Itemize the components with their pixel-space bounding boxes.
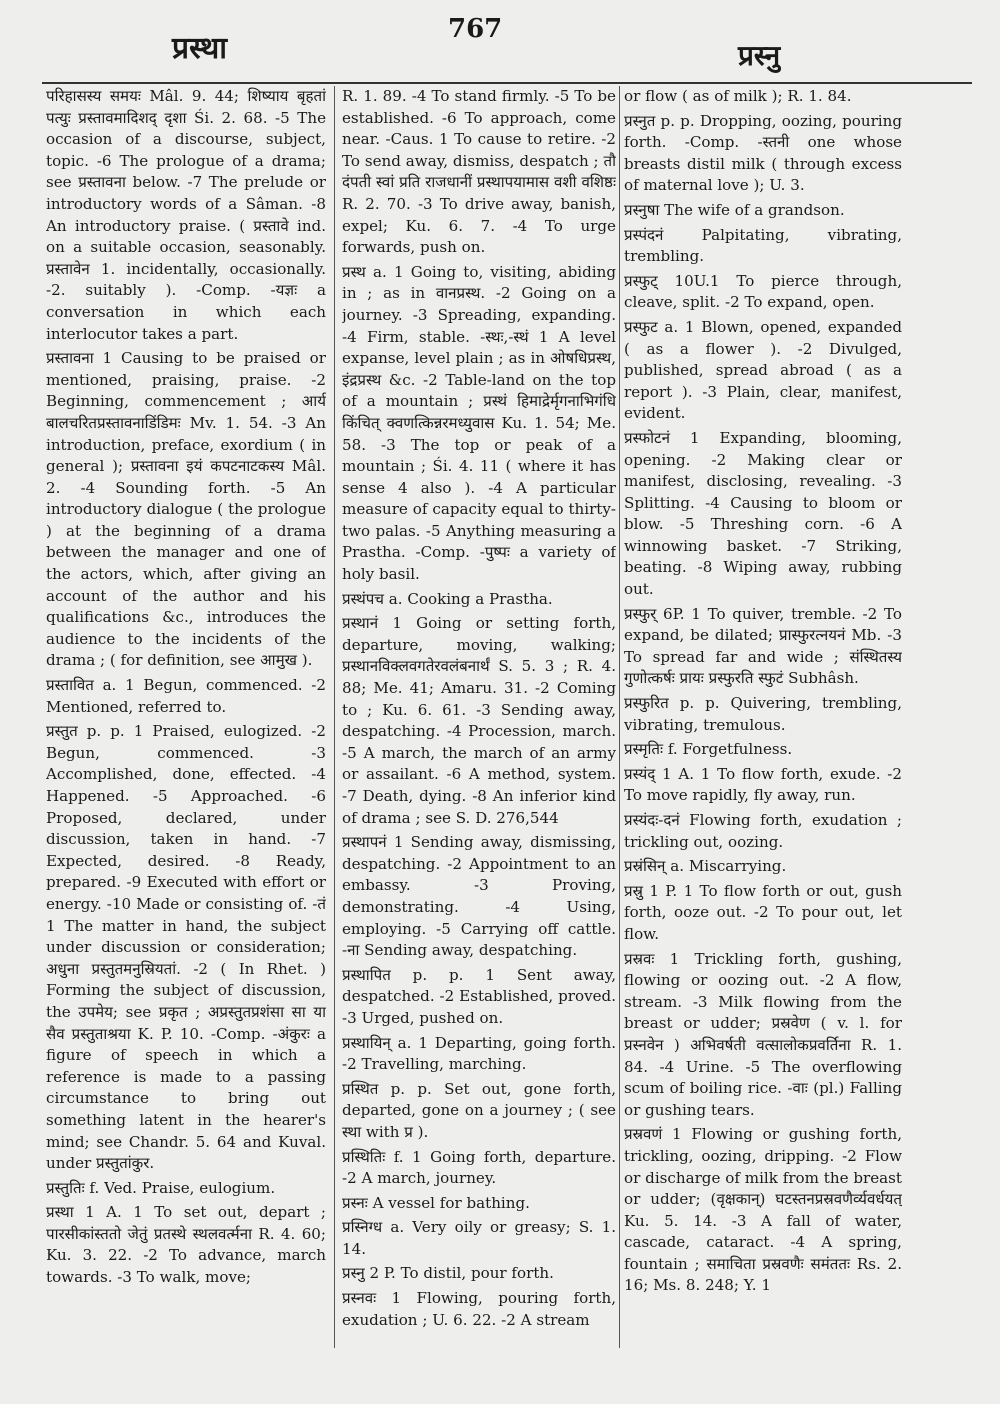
entry-text: प्रस्थंपच a. Cooking a Prastha.	[342, 589, 553, 608]
entry-text: प्रस्था 1 A. 1 To set out, depart ; पारसीकांस्ततो जेतुं प्रतस्थे स्थलवर्त्मना R. 4. 60; Ku. 3. 22. -2 To advance, march towards. -3 To walk, move;	[46, 1203, 326, 1287]
entry-text: प्रस्रवणं 1 Flowing or gushing forth, trickling, oozing, dripping. -2 Flow or discharge of milk from the breast or udder; (वृक्षकान्) घटस्तनप्रस्रवणैर्व्यवर्धयत् Ku. 5. 14. -3 A fall of water, cascade, cataract. -4 A spring, fountain ; समाचिता प्रस्रवणैः समंततः Rs. 2. 16; Ms. 8. 248; Y. 1	[624, 1125, 902, 1295]
column-2	[342, 86, 616, 1354]
entry-text: प्रस्तुत p. p. 1 Praised, eulogized. -2 Begun, commenced. -3 Accomplished, done, effected. -4 Happened. -5 Approached. -6 Proposed, declared, under discussion, taken in hand. -7 Expected, desired. -8 Ready, prepared. -9 Executed with effort or energy. -10 Made or consisting of. -तं 1 The matter in hand, the subject under discussion or consideration; अधुना प्रस्तुतमनुस्रियतां. -2 ( In Rhet. ) Forming the subject of discussion, the उपमेय; see प्रकृत ; अप्रस्तुतप्रशंसा सा या सैव प्रस्तुताश्रया K. P. 10. -Comp. -अंकुरः a figure of speech in which a reference is made to a passing circumstance to bring out something latent in the hearer's mind; see Chandr. 5. 64 and Kuval. under प्रस्तुतांकुर.	[46, 722, 326, 1173]
entry-text: प्रस्थानं 1 Going or setting forth, departure, moving, walking; प्रस्थानविक्लवगतेरवलंबनार्थं S. 5. 3 ; R. 4. 88; Me. 41; Amaru. 31. -2 Coming to ; Ku. 6. 61. -3 Sending away, despatching. -4 Procession, march. -5 A march, the march of an army or assailant. -6 A method, system. -7 Death, dying. -8 An inferior kind of drama ; see S. D. 276,544	[342, 614, 616, 827]
column-divider	[619, 86, 620, 1348]
column-1	[46, 86, 326, 1354]
right-running-headword: प्रस्नु	[738, 39, 781, 72]
entry-text: परिहासस्य समयः Mâl. 9. 44; शिष्याय बृहतां पत्युः प्रस्तावमादिशद् दृशा Śi. 2. 68. -5 The occasion of a discourse, subject, topic. -6 The prologue of a drama; see प्रस्तावना below. -7 The prelude or introductory words of a Sâman. -8 An introductory praise. ( प्रस्तावे ind. on a suitable occasion, seasonably. प्रस्तावेन 1. incidentally, occasionally. -2. suitably ). -Comp. -यज्ञः a conversation in which each interlocutor takes a part.	[46, 87, 326, 343]
entry-text: प्रस्यंदः-दनं Flowing forth, exudation ; trickling out, oozing.	[624, 811, 902, 851]
column-3	[624, 86, 902, 1354]
entry-text: प्रस्थायिन् a. 1 Departing, going forth. -2 Travelling, marching.	[342, 1033, 616, 1074]
entry-text: प्रस्तावित a. 1 Begun, commenced. -2 Mentioned, referred to.	[46, 676, 326, 716]
entry-text: प्रस्थित p. p. Set out, gone forth, departed, gone on a journey ; ( see स्था with प्र ).	[342, 1079, 616, 1141]
entry-text: प्रस्तुतिः f. Ved. Praise, eulogium.	[46, 1178, 276, 1197]
entry-text: प्रस्फुट a. 1 Blown, opened, expanded ( as a flower ). -2 Divulged, published, spread abroad ( as a report ). -3 Plain, clear, manifest, evident.	[624, 317, 902, 423]
entry-text: प्रस्थापित p. p. 1 Sent away, despatched. -2 Established, proved. -3 Urged, pushed on.	[342, 965, 616, 1027]
entry-text: प्रस्थापनं 1 Sending away, dismissing, despatching. -2 Appointment to an embassy. -3 Proving, demonstrating. -4 Using, employing. -5 Carrying off cattle. -ना Sending away, despatching.	[342, 833, 616, 960]
entry-text: or flow ( as of milk ); R. 1. 84.	[624, 87, 852, 105]
entry-text: प्रस्रवः 1 Trickling forth, gushing, flowing or oozing out. -2 A flow, stream. -3 Milk flowing from the breast or udder; प्रस्रवेण ( v. l. for प्रस्नवेन ) अभिवर्षती वत्सालोकप्रवर्तिना R. 1. 84. -4 Urine. -5 The overflowing scum of boiling rice. -वाः (pl.) Falling or gushing tears.	[624, 949, 902, 1119]
entry-text: प्रस्थ a. 1 Going to, visiting, abiding in ; as in वानप्रस्थ. -2 Going on a journey. -3 Spreading, expanding. -4 Firm, stable. -स्थः,-स्थं 1 A level expanse, level plain ; as in ओषधिप्रस्थ, इंद्रप्रस्थ &c. -2 Table-land on the top of a mountain ; प्रस्थं हिमाद्रेर्मृगनाभिगंधि किंचित् क्वणत्किन्नरमध्युवास Ku. 1. 54; Me. 58. -3 The top or peak of a mountain ; Śi. 4. 11 ( where it has sense 4 also ). -4 A particular measure of capacity equal to thirty-two palas. -5 Anything measuring a Prastha. -Comp. -पुष्पः a variety of holy basil.	[342, 262, 616, 584]
column-divider	[334, 86, 335, 1348]
entry-text: प्रस्यंद् 1 A. 1 To flow forth, exude. -2 To move rapidly, fly away, run.	[624, 764, 902, 805]
entry-text: प्रस्तावना 1 Causing to be praised or mentioned, praising, praise. -2 Beginning, commencement ; आर्य बालचरितप्रस्तावनाडिंडिमः Mv. 1. 54. -3 An introduction, preface, exordium ( in general ); प्रस्तावना इयं कपटनाटकस्य Mâl. 2. -4 Sounding forth. -5 An introductory dialogue ( the prologue ) at the beginning of a drama between the manager and one of the actors, which, after giving an account of the author and his qualifications &c., introduces the audience to the incidents of the drama ; ( for definition, see आमुख ).	[46, 349, 326, 670]
left-running-headword: प्रस्था	[172, 31, 228, 66]
entry-text: प्रस्नुषा The wife of a grandson.	[624, 200, 845, 219]
entry-text: प्रस्फुट् 10U.1 To pierce through, cleave, split. -2 To expand, open.	[624, 271, 902, 312]
entry-text: प्रस्नवः 1 Flowing, pouring forth, exudation ; U. 6. 22. -2 A stream	[342, 1289, 616, 1329]
entry-text: प्रस्फोटनं 1 Expanding, blooming, opening. -2 Making clear or manifest, disclosing, revealing. -3 Splitting. -4 Causing to bloom or blow. -5 Threshing corn. -6 A winnowing basket. -7 Striking, beating. -8 Wiping away, rubbing out.	[624, 428, 902, 599]
page-number: 767	[448, 14, 503, 44]
entry-text: प्रस्फुर् 6P. 1 To quiver, tremble. -2 To expand, be dilated; प्रास्फुरत्नयनं Mb. -3 To spread far and wide ; संस्थितस्य गुणोत्कर्षः प्रायः प्रस्फुरति स्फुटं Subhâsh.	[624, 604, 902, 688]
entry-text: प्रस्फुरित p. p. Quivering, trembling, vibrating, tremulous.	[624, 694, 902, 734]
entry-text: प्रस्निग्ध a. Very oily or greasy; S. 1. 14.	[342, 1218, 616, 1258]
entry-text: प्रस्मृतिः f. Forgetfulness.	[624, 740, 793, 759]
entry-text: प्रस्थितिः f. 1 Going forth, departure. -2 A march, journey.	[342, 1147, 616, 1188]
header-rule	[42, 82, 972, 84]
entry-text: प्रस्रु 1 P. 1 To flow forth or out, gush forth, ooze out. -2 To pour out, let flow.	[624, 881, 902, 943]
entry-text: प्रस्नः A vessel for bathing.	[342, 1193, 530, 1212]
entry-text: प्रस्रंसिन् a. Miscarrying.	[624, 857, 787, 876]
entry-text: R. 1. 89. -4 To stand firmly. -5 To be established. -6 To approach, come near. -Caus. 1 To cause to retire. -2 To send away, dismiss, despatch ; तौ दंपती स्वां प्रति राजधानीं प्रस्थापयामास वशी वशिष्ठः R. 2. 70. -3 To drive away, banish, expel; Ku. 6. 7. -4 To urge forwards, push on.	[342, 87, 616, 257]
entry-text: प्रस्नुत p. p. Dropping, oozing, pouring forth. -Comp. -स्तनी one whose breasts distil milk ( through excess of maternal love ); U. 3.	[624, 111, 902, 195]
entry-text: प्रस्नु 2 P. To distil, pour forth.	[342, 1264, 554, 1283]
entry-text: प्रस्पंदनं Palpitating, vibrating, trembling.	[624, 225, 902, 266]
page-header	[0, 0, 1000, 88]
